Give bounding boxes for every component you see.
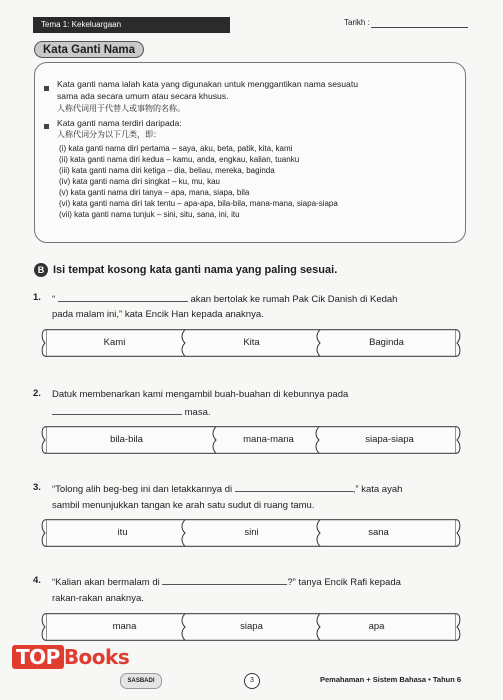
question-line: “Kalian akan bermalam di ?” tanya Encik Rafi kepada <box>52 577 401 588</box>
pronoun-list-item: (vii) kata ganti nama tunjuk – sini, situ, sana, ini, itu <box>59 210 240 219</box>
option-siapa[interactable]: siapa <box>240 621 263 632</box>
book-title: Pemahaman + Sistem Bahasa • Tahun 6 <box>320 675 462 684</box>
option-kami[interactable]: Kami <box>103 337 126 348</box>
options-row <box>40 426 462 454</box>
pronoun-list-item: (vi) kata ganti nama diri tak tentu – apa-apa, bila-bila, mana-mana, siapa-siapa <box>59 199 338 208</box>
question-line: “ akan bertolak ke rumah Pak Cik Danish di Kedah <box>52 294 398 305</box>
info-box <box>34 62 466 243</box>
bullet-icon <box>44 86 49 91</box>
pronoun-list-item: (ii) kata ganti nama diri kedua – kamu, anda, engkau, kalian, tuanku <box>59 155 300 164</box>
options-row <box>40 329 462 357</box>
info-chinese: 人称代词分为以下几类，即： <box>57 130 161 139</box>
question-line: sambil menunjukkan tangan ke arah satu sudut di ruang tamu. <box>52 500 315 511</box>
option-mana[interactable]: mana <box>112 621 137 632</box>
info-text: sama ada secara umum atau secara khusus. <box>57 91 229 101</box>
question-line: pada malam ini,” kata Encik Han kepada anaknya. <box>52 309 264 320</box>
section-title: Kata Ganti Nama <box>34 41 144 58</box>
bullet-icon <box>44 124 49 129</box>
question-number: 2. <box>33 388 41 399</box>
section-b-title: Isi tempat kosong kata ganti nama yang paling sesuai. <box>53 264 338 276</box>
answer-blank[interactable] <box>235 482 353 492</box>
option-siapa-siapa[interactable]: siapa-siapa <box>365 434 414 445</box>
option-bila-bila[interactable]: bila-bila <box>110 434 143 445</box>
question-number: 3. <box>33 482 41 493</box>
option-sini[interactable]: sini <box>244 527 259 538</box>
option-apa[interactable]: apa <box>368 621 385 632</box>
pronoun-list-item: (iii) kata ganti nama diri ketiga – dia, beliau, mereka, baginda <box>59 166 275 175</box>
answer-blank[interactable] <box>162 575 287 585</box>
pronoun-list-item: (iv) kata ganti nama diri singkat – ku, mu, kau <box>59 177 220 186</box>
options-row <box>40 613 462 641</box>
option-kita[interactable]: Kita <box>243 337 260 348</box>
info-text: Kata ganti nama terdiri daripada: <box>57 118 182 128</box>
option-mana-mana[interactable]: mana-mana <box>243 434 294 445</box>
theme-label: Tema 1: Kekeluargaan <box>33 17 230 33</box>
question-number: 4. <box>33 575 41 586</box>
question-line: rakan-rakan anaknya. <box>52 593 144 604</box>
answer-blank[interactable] <box>58 292 188 302</box>
option-sana[interactable]: sana <box>368 527 389 538</box>
info-text: Kata ganti nama ialah kata yang digunakan untuk menggantikan nama sesuatu <box>57 79 358 89</box>
section-b-icon: B <box>34 263 48 277</box>
info-chinese: 人称代词用于代替人或事物的名称。 <box>57 104 185 113</box>
pronoun-list-item: (v) kata ganti nama diri tanya – apa, mana, siapa, bila <box>59 188 250 197</box>
date-line <box>371 27 468 28</box>
question-number: 1. <box>33 292 41 303</box>
publisher-logo: SASBADI <box>120 673 162 689</box>
options-row <box>40 519 462 547</box>
answer-blank[interactable] <box>52 405 182 415</box>
page-number: 3 <box>244 673 260 689</box>
option-baginda[interactable]: Baginda <box>369 337 404 348</box>
question-line: Datuk membenarkan kami mengambil buah-buahan di kebunnya pada <box>52 389 349 400</box>
option-itu[interactable]: itu <box>117 527 128 538</box>
question-line: masa. <box>52 405 211 419</box>
question-line: “Tolong alih beg-beg ini dan letakkannya di ,” kata ayah <box>52 484 403 495</box>
date-label: Tarikh : <box>344 18 370 27</box>
topbooks-watermark: TOP Books <box>12 645 129 669</box>
pronoun-list-item: (i) kata ganti nama diri pertama – saya, aku, beta, patik, kita, kami <box>59 144 293 153</box>
